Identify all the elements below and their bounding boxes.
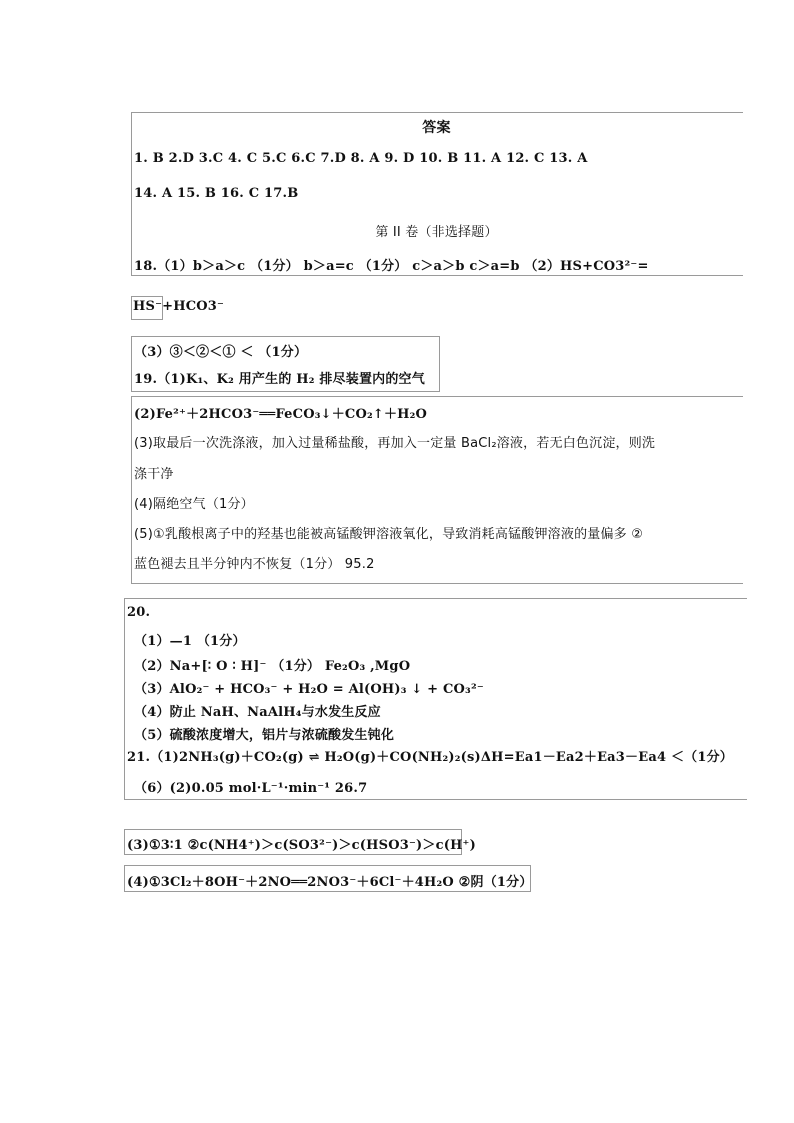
q19-line-4: 涤干净 [134,467,174,482]
q21-line-4: (4)①3Cl₂＋8OH⁻＋2NO══2NO3⁻＋6Cl⁻＋4H₂O ②阴（1分） [127,875,533,890]
mc-answers-line-2: 14. A 15. B 16. C 17.B [134,186,299,201]
q18-line-3: （3）③＜②＜① ＜ （1分） [134,345,308,360]
q19-line-6: (5)①乳酸根离子中的羟基也能被高锰酸钾溶液氧化，导致消耗高锰酸钾溶液的量偏多 ② [134,527,644,542]
q19-line-2: (2)Fe²⁺＋2HCO3⁻══FeCO₃↓＋CO₂↑＋H₂O [134,407,428,422]
q20-q21-box [124,598,747,800]
mc-answers-line-1: 1. B 2.D 3.C 4. C 5.C 6.C 7.D 8. A 9. D 10. B 11. A 12. C 13. A [134,151,588,166]
answers-title: 答案 [422,120,451,136]
q21-line-2: （6）(2)0.05 mol·L⁻¹·min⁻¹ 26.7 [134,781,368,796]
q20-line-1: （1）—1 （1分） [134,634,246,649]
q19-line-1: 19.（1)K₁、K₂ 用产生的 H₂ 排尽装置内的空气 [134,372,425,387]
q18-line-1: 18.（1）b＞a＞c （1分） b＞a=c （1分） c＞a＞b c＞a=b （2）HS+CO3²⁻= [134,259,649,274]
q19-line-7: 蓝色褪去且半分钟内不恢复（1分） 95.2 [134,557,375,572]
q20-line-3: （3）AlO₂⁻ + HCO₃⁻ + H₂O = Al(OH)₃ ↓ + CO₃²⁻ [134,682,484,697]
q19-line-3: (3)取最后一次洗涤液，加入过量稀盐酸，再加入一定量 BaCl₂溶液，若无白色沉淀，则洗 [134,436,656,451]
q20-number: 20. [127,605,151,620]
q21-line-3: (3)①3∶1 ②c(NH4⁺)＞c(SO3²⁻)＞c(HSO3⁻)＞c(H⁺) [127,838,476,853]
q19-line-5: (4)隔绝空气（1分） [134,497,254,512]
q18-line-2: HS⁻+HCO3⁻ [133,299,225,314]
q21-line-1: 21.（1)2NH₃(g)＋CO₂(g) ⇌ H₂O(g)＋CO(NH₂)₂(s)ΔH=Ea1－Ea2＋Ea3－Ea4 ＜（1分） [127,750,733,765]
q20-line-2: （2）Na+[∶ O ∶ H]⁻ （1分） Fe₂O₃ ,MgO [134,659,411,674]
q20-line-4: （4）防止 NaH、NaAlH₄与水发生反应 [134,705,381,720]
q20-line-5: （5）硫酸浓度增大，铝片与浓硫酸发生钝化 [134,728,395,743]
section-title: 第 II 卷（非选择题） [375,225,498,240]
